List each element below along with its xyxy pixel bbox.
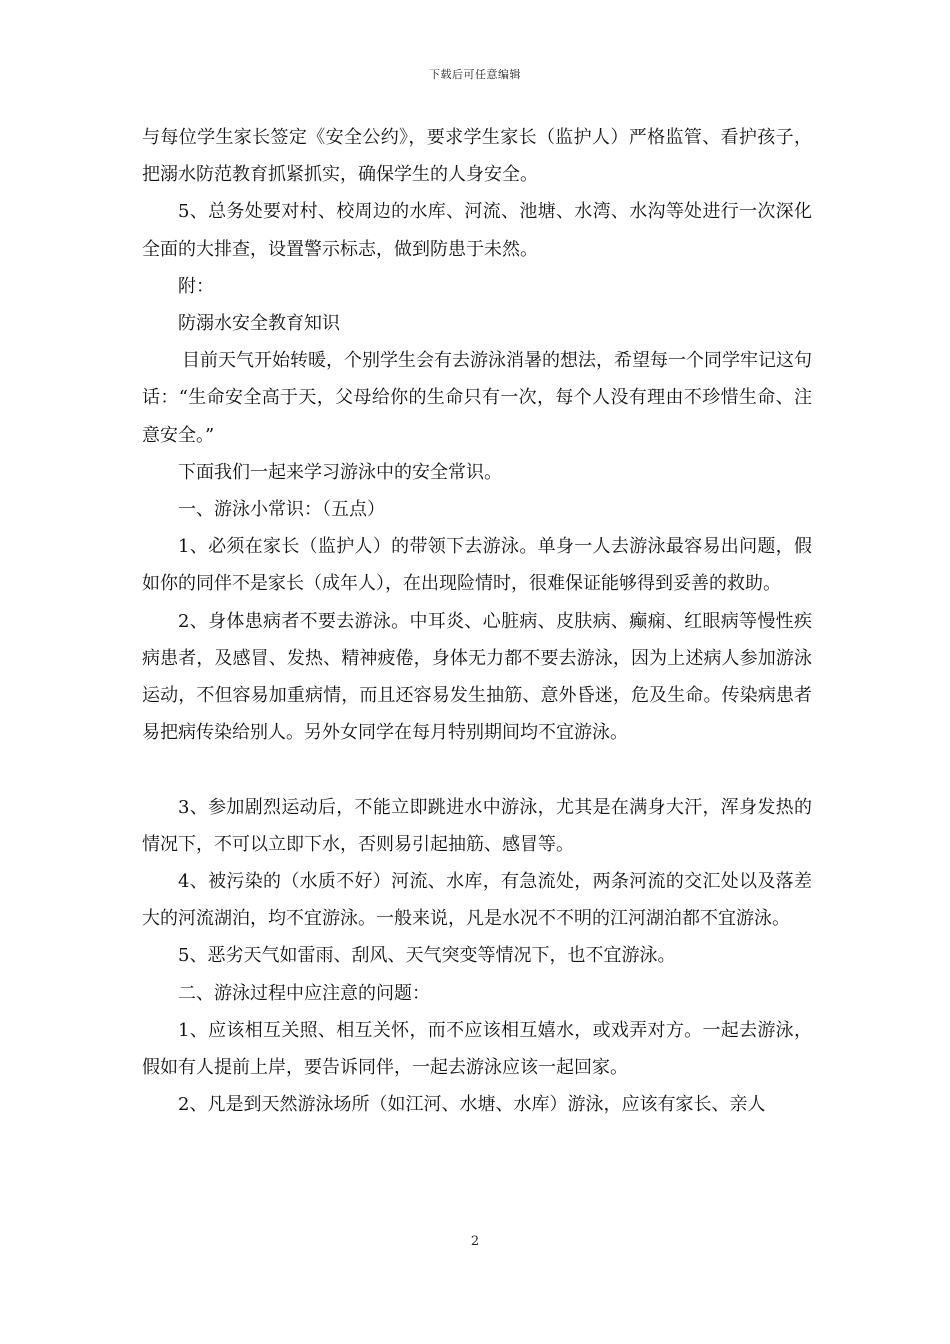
section-heading: 二、游泳过程中应注意的问题： — [178, 982, 430, 1004]
paragraph: 附： — [178, 275, 214, 297]
page-number: 2 — [470, 1234, 480, 1249]
paragraph: 4、被污染的（水质不好）河流、水库，有急流处，两条河流的交汇处以及落差大的河流湖泊，均不宜游泳。一般来说，凡是水况不不明的江河湖泊都不宜游泳。 — [142, 871, 812, 930]
paragraph: 1、必须在家长（监护人）的带领下去游泳。单身一人去游泳最容易出问题，假如你的同伴不是家长（成年人），在出现险情时，很难保证能够得到妥善的救助。 — [142, 536, 812, 595]
section-title: 防溺水安全教育知识 — [178, 313, 340, 335]
paragraph: 3、参加剧烈运动后，不能立即跳进水中游泳，尤其是在满身大汗，浑身发热的情况下，不可以立即下水，否则易引起抽筋、感冒等。 — [142, 796, 812, 855]
paragraph: 下面我们一起来学习游泳中的安全常识。 — [178, 461, 502, 483]
section-heading: 一、游泳小常识：（五点） — [178, 499, 385, 521]
paragraph: 2、凡是到天然游泳场所（如江河、水塘、水库）游泳，应该有家长、亲人 — [178, 1094, 766, 1116]
page-header: 下载后可任意编辑 — [429, 68, 521, 81]
paragraph: 与每位学生家长签定《安全公约》，要求学生家长（监护人）严格监管、看护孩子，把溺水防范教育抓紧抓实，确保学生的人身安全。 — [142, 127, 812, 186]
document-body — [142, 119, 812, 1123]
paragraph: 5、恶劣天气如雷雨、刮风、天气突变等情况下，也不宜游泳。 — [178, 945, 676, 967]
paragraph: 目前天气开始转暖，个别学生会有去游泳消暑的想法，希望每一个同学牢记这句话：“生命安全高于天，父母给你的生命只有一次，每个人没有理由不珍惜生命、注意安全。” — [142, 350, 812, 446]
paragraph: 2、身体患病者不要去游泳。中耳炎、心脏病、皮肤病、癫痫、红眼病等慢性疾病患者，及感冒、发热、精神疲倦，身体无力都不要去游泳，因为上述病人参加游泳运动，不但容易加重病情，而且还容易发生抽筋、意外昏迷，危及生命。传染病患者易把病传染给别人。另外女同学在每月特别期间均不宜游泳。 — [142, 610, 812, 744]
paragraph: 5、总务处要对村、校周边的水库、河流、池塘、水湾、水沟等处进行一次深化全面的大排查，设置警示标志，做到防患于未然。 — [142, 201, 812, 260]
blank-line — [142, 751, 812, 788]
paragraph: 1、应该相互关照、相互关怀，而不应该相互嬉水，或戏弄对方。一起去游泳，假如有人提前上岸，要告诉同伴，一起去游泳应该一起回家。 — [142, 1019, 812, 1079]
